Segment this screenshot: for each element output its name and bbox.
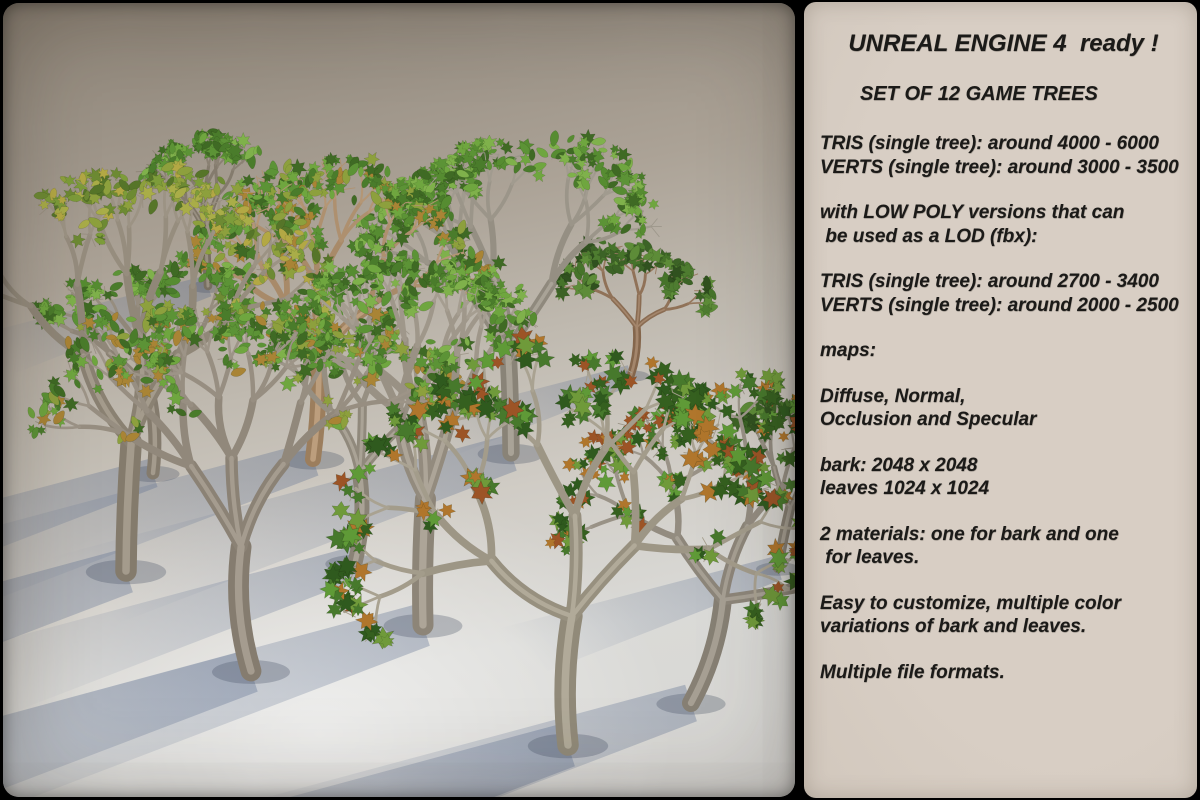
info-panel — [804, 2, 1197, 798]
panel-text-line: bark: 2048 x 2048 — [820, 454, 978, 476]
tree-render-scene — [3, 3, 795, 797]
panel-paragraph — [820, 132, 1187, 179]
panel-paragraph — [820, 201, 1187, 248]
panel-paragraph — [820, 592, 1187, 639]
panel-paragraph — [820, 385, 1187, 432]
panel-text-line: for leaves. — [820, 547, 920, 568]
panel-text-line: Occlusion and Specular — [820, 409, 1037, 430]
panel-text-line: variations of bark and leaves. — [820, 616, 1087, 637]
tree-shadow — [486, 556, 782, 687]
panel-title: UNREAL ENGINE 4 ready ! — [848, 30, 1159, 57]
panel-text-line: VERTS (single tree): around 3000 - 3500 — [820, 156, 1179, 178]
panel-paragraph — [820, 661, 1187, 685]
panel-text-line: Easy to customize, multiple color — [820, 592, 1121, 614]
panel-text-line: Multiple file formats. — [820, 661, 1005, 683]
panel-paragraph — [820, 270, 1187, 317]
panel-text-line: with LOW POLY versions that can — [820, 202, 1125, 223]
panel-text-line: leaves 1024 x 1024 — [820, 478, 990, 499]
panel-paragraph — [820, 454, 1187, 501]
panel-subtitle: SET OF 12 GAME TREES — [860, 83, 1098, 105]
panel-text-line: TRIS (single tree): around 4000 - 6000 — [820, 133, 1159, 154]
panel-text-line: Diffuse, Normal, — [820, 385, 966, 407]
panel-paragraph — [820, 339, 1187, 363]
panel-paragraphs — [820, 132, 1187, 684]
panel-text-line: maps: — [820, 340, 876, 361]
panel-text-line: VERTS (single tree): around 2000 - 2500 — [820, 294, 1179, 316]
panel-paragraph — [820, 523, 1187, 570]
panel-text-line: be used as a LOD (fbx): — [820, 225, 1038, 247]
panel-text-line: TRIS (single tree): around 2700 - 3400 — [820, 271, 1159, 292]
trees-illustration — [3, 3, 795, 797]
panel-text-line: 2 materials: one for bark and one — [820, 523, 1119, 545]
